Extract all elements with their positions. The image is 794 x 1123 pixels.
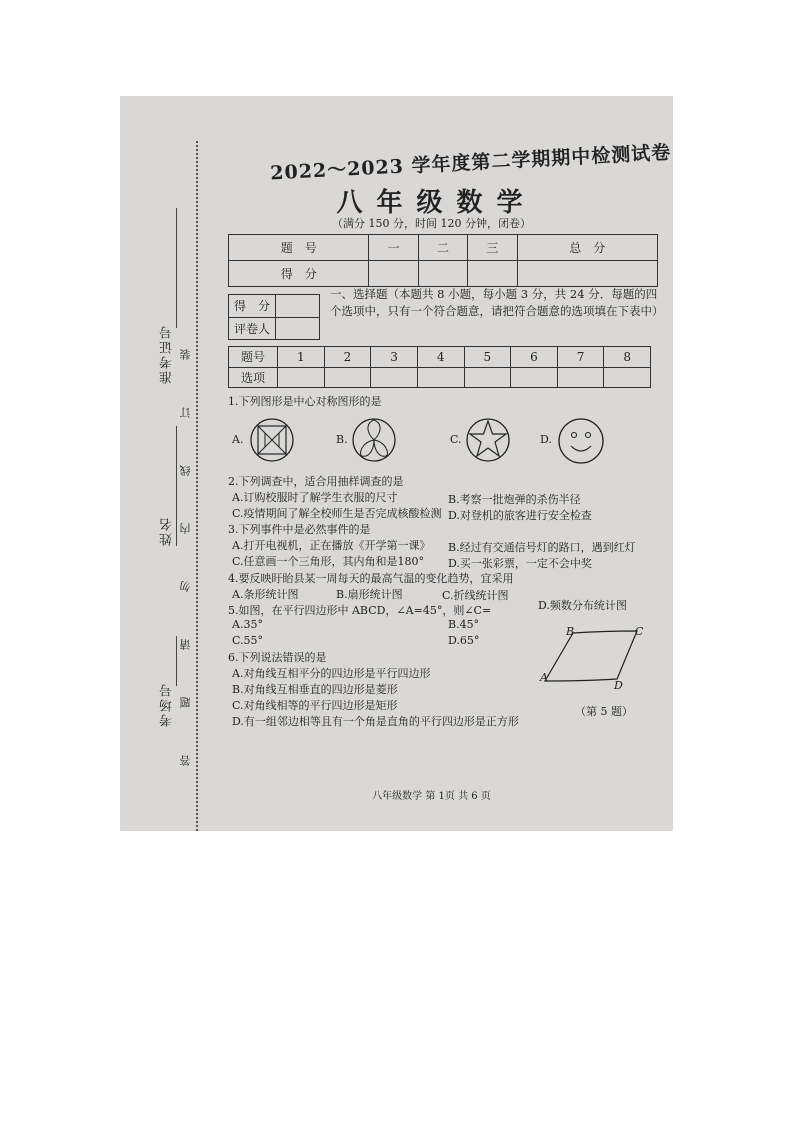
exam-subtitle: 八年级数学	[336, 188, 537, 218]
grader-score-label: 得 分	[229, 295, 276, 318]
answer-number: 2	[324, 347, 371, 368]
answer-number: 1	[278, 347, 325, 368]
answer-cell[interactable]	[278, 367, 325, 388]
answer-table	[228, 346, 651, 388]
answer-cell[interactable]	[604, 367, 651, 388]
figure-label-c: C	[635, 625, 644, 638]
q3-option-c: C.任意画一个三角形，其内角和是180°	[232, 555, 425, 568]
trefoil-icon	[350, 416, 398, 464]
section1-title: 一、选择题（本题共 8 小题，每小题 3 分，共 24 分．每题的四个选项中，只有一个符合题意，请把符合题意的选项填在下表中）	[330, 287, 664, 318]
q2-option-d: D.对登机的旅客进行安全检查	[448, 509, 592, 522]
answer-cell[interactable]	[324, 367, 371, 388]
answer-cell[interactable]	[417, 367, 464, 388]
q2-stem: 2.下列调查中，适合用抽样调查的是	[228, 475, 404, 488]
q6-option-a: A.对角线互相平分的四边形是平行四边形	[232, 667, 431, 680]
score-table-header: 二	[418, 235, 467, 261]
exam-id-label: 准考证号	[160, 324, 175, 384]
q4-option-b: B.扇形统计图	[336, 588, 403, 601]
q1-option-a: A.	[232, 433, 244, 446]
binding-dotted-line	[196, 141, 198, 831]
q2-option-a: A.订购校服时了解学生衣服的尺寸	[232, 491, 398, 504]
q3-stem: 3.下列事件中是必然事件的是	[228, 523, 371, 536]
grader-cell[interactable]	[276, 317, 320, 340]
q3-option-b: B.经过有交通信号灯的路口，遇到红灯	[448, 541, 636, 554]
q5-option-c: C.55°	[232, 634, 264, 647]
answer-cell[interactable]	[557, 367, 604, 388]
q5-stem: 5.如图，在平行四边形中 ABCD，∠A=45°，则∠C=	[228, 604, 492, 617]
exam-photo	[120, 96, 673, 831]
q1-stem: 1.下列图形是中心对称图形的是	[228, 395, 382, 408]
answer-cell[interactable]	[511, 367, 558, 388]
score-table-header: 题 号	[229, 235, 369, 261]
q4-option-d: D.频数分布统计图	[538, 599, 627, 612]
figure-label-b: B	[566, 625, 575, 638]
answer-number: 7	[557, 347, 604, 368]
score-table-header: 一	[369, 235, 418, 261]
q6-option-c: C.对角线相等的平行四边形是矩形	[232, 699, 398, 712]
q6-stem: 6.下列说法错误的是	[228, 651, 327, 664]
q3-option-d: D.买一张彩票，一定不会中奖	[448, 557, 592, 570]
answer-number: 6	[511, 347, 558, 368]
q5-option-a: A.35°	[232, 618, 263, 631]
answer-number: 8	[604, 347, 651, 368]
score-cell[interactable]	[517, 261, 657, 287]
q6-option-d: D.有一组邻边相等且有一个角是直角的平行四边形是正方形	[232, 715, 519, 728]
name-label: 姓名	[160, 516, 175, 546]
q1-option-c: C.	[450, 433, 462, 446]
answer-number: 4	[417, 347, 464, 368]
answer-table-q-label: 题号	[229, 347, 278, 368]
q5-option-d: D.65°	[448, 634, 480, 647]
q4-option-a: A.条形统计图	[232, 588, 299, 601]
score-cell[interactable]	[418, 261, 467, 287]
page-footer: 八年级数学 第 1页 共 6 页	[372, 791, 491, 802]
exam-note: （满分 150 分，时间 120 分钟，闭卷）	[332, 217, 531, 230]
q5-option-b: B.45°	[448, 618, 480, 631]
answer-cell[interactable]	[464, 367, 511, 388]
figure-label-d: D	[614, 679, 623, 692]
room-label: 考场号	[160, 682, 175, 727]
exam-title: 2022～2023 学年度第二学期期中检测试卷	[269, 141, 672, 185]
q1-option-b: B.	[336, 433, 348, 446]
answer-table-opt-label: 选项	[229, 367, 278, 388]
figure-label-a: A	[540, 671, 548, 684]
q2-option-c: C.疫情期间了解全校师生是否完成核酸检测	[232, 507, 442, 520]
score-row-label: 得 分	[229, 261, 369, 287]
q6-option-b: B.对角线互相垂直的四边形是菱形	[232, 683, 398, 696]
grader-label: 评卷人	[229, 317, 276, 340]
score-table	[228, 234, 658, 287]
q4-stem: 4.要反映盱眙县某一周每天的最高气温的变化趋势，宜采用	[228, 572, 514, 585]
grader-box	[228, 294, 320, 340]
score-table-header: 三	[468, 235, 517, 261]
score-cell[interactable]	[468, 261, 517, 287]
room-line	[176, 636, 177, 686]
q4-option-c: C.折线统计图	[442, 589, 509, 602]
square-in-circle-icon	[248, 416, 296, 464]
score-cell[interactable]	[369, 261, 418, 287]
answer-number: 3	[371, 347, 418, 368]
grader-score-cell[interactable]	[276, 295, 320, 318]
q2-option-b: B.考察一批炮弹的杀伤半径	[448, 493, 581, 506]
q3-option-a: A.打开电视机，正在播放《开学第一课》	[232, 539, 431, 552]
parallelogram-figure	[535, 623, 645, 693]
score-table-header: 总 分	[517, 235, 657, 261]
answer-cell[interactable]	[371, 367, 418, 388]
smiley-face-icon	[556, 416, 606, 466]
answer-number: 5	[464, 347, 511, 368]
star-in-circle-icon	[464, 416, 512, 464]
q1-option-d: D.	[540, 433, 552, 446]
binding-warning: 答 题 请 勿 内 线 订 装	[179, 331, 192, 766]
figure5-caption: （第 5 题）	[575, 705, 633, 718]
